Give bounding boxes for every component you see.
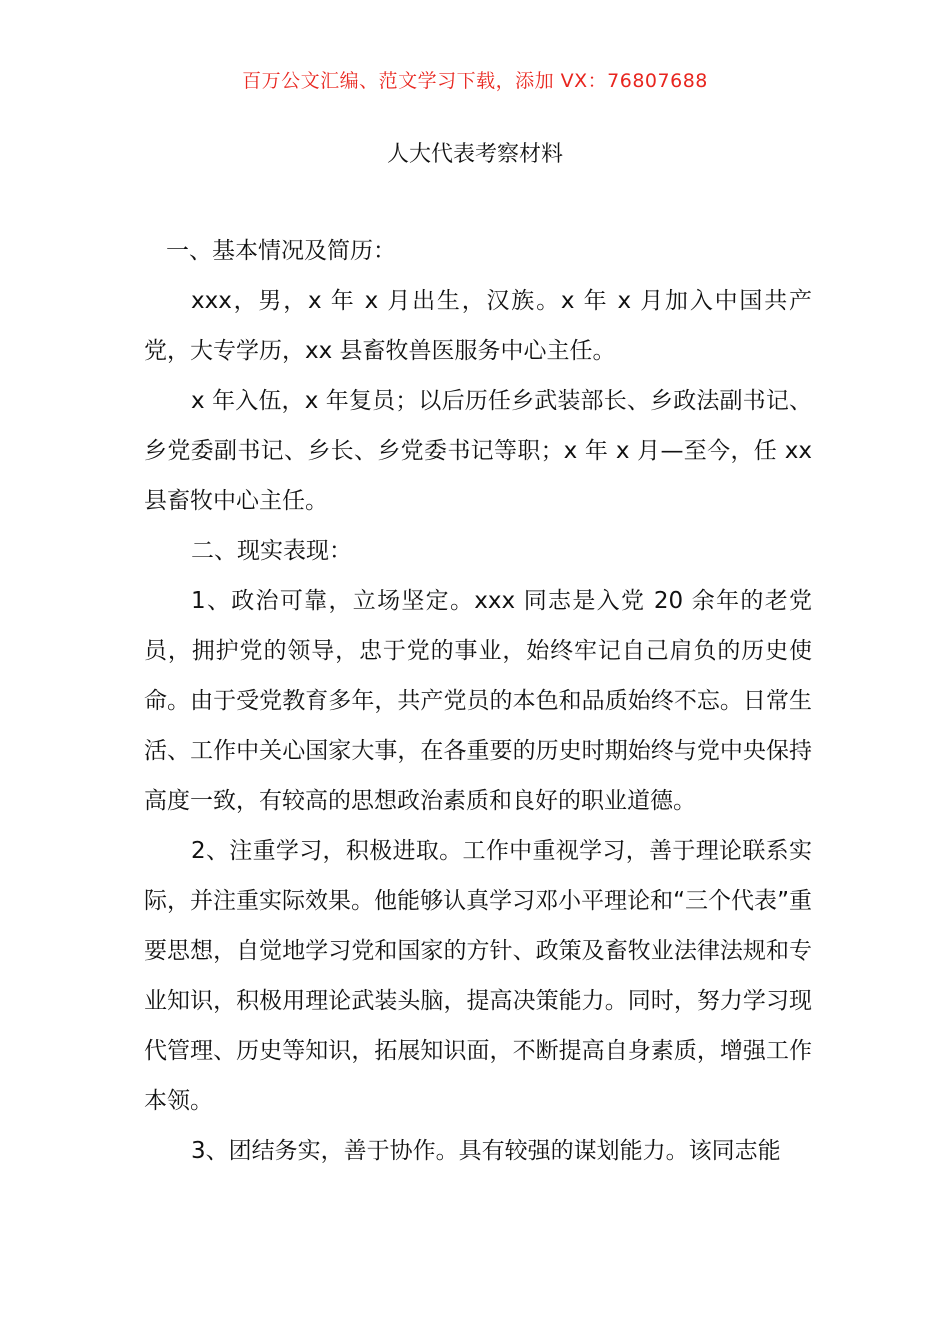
document-title: 人大代表考察材料 <box>386 142 563 167</box>
document-body <box>144 226 812 1176</box>
section-heading-basic-info: 一、基本情况及简历： <box>166 238 396 264</box>
section-heading-performance: 二、现实表现： <box>191 538 352 564</box>
paragraph-point-2: 2、注重学习，积极进取。工作中重视学习，善于理论联系实际，并注重实际效果。他能够认真学习邓小平理论和“三个代表”重要思想，自觉地学习党和国家的方针、政策及畜牧业法律法规和专业知识，积极用理论武装头脑，提高决策能力。同时，努力学习现代管理、历史等知识，拓展知识面，不断提高自身素质，增强工作本领。 <box>144 838 812 1114</box>
header-banner: 百万公文汇编、范文学习下载，添加 VX：76807688 <box>242 70 708 92</box>
paragraph-basic-info: xxx，男，x 年 x 月出生，汉族。x 年 x 月加入中国共产党，大专学历，xx 县畜牧兽医服务中心主任。 <box>144 288 812 364</box>
paragraph-point-1: 1、政治可靠，立场坚定。xxx 同志是入党 20 余年的老党员，拥护党的领导，忠于党的事业，始终牢记自己肩负的历史使命。由于受党教育多年，共产党员的本色和品质始终不忘。日常生活、工作中关心国家大事，在各重要的历史时期始终与党中央保持高度一致，有较高的思想政治素质和良好的职业道德。 <box>144 588 812 814</box>
paragraph-resume: x 年入伍，x 年复员；以后历任乡武装部长、乡政法副书记、乡党委副书记、乡长、乡党委书记等职；x 年 x 月—至今，任 xx 县畜牧中心主任。 <box>144 388 812 514</box>
paragraph-point-3: 3、团结务实，善于协作。具有较强的谋划能力。该同志能 <box>191 1138 781 1164</box>
